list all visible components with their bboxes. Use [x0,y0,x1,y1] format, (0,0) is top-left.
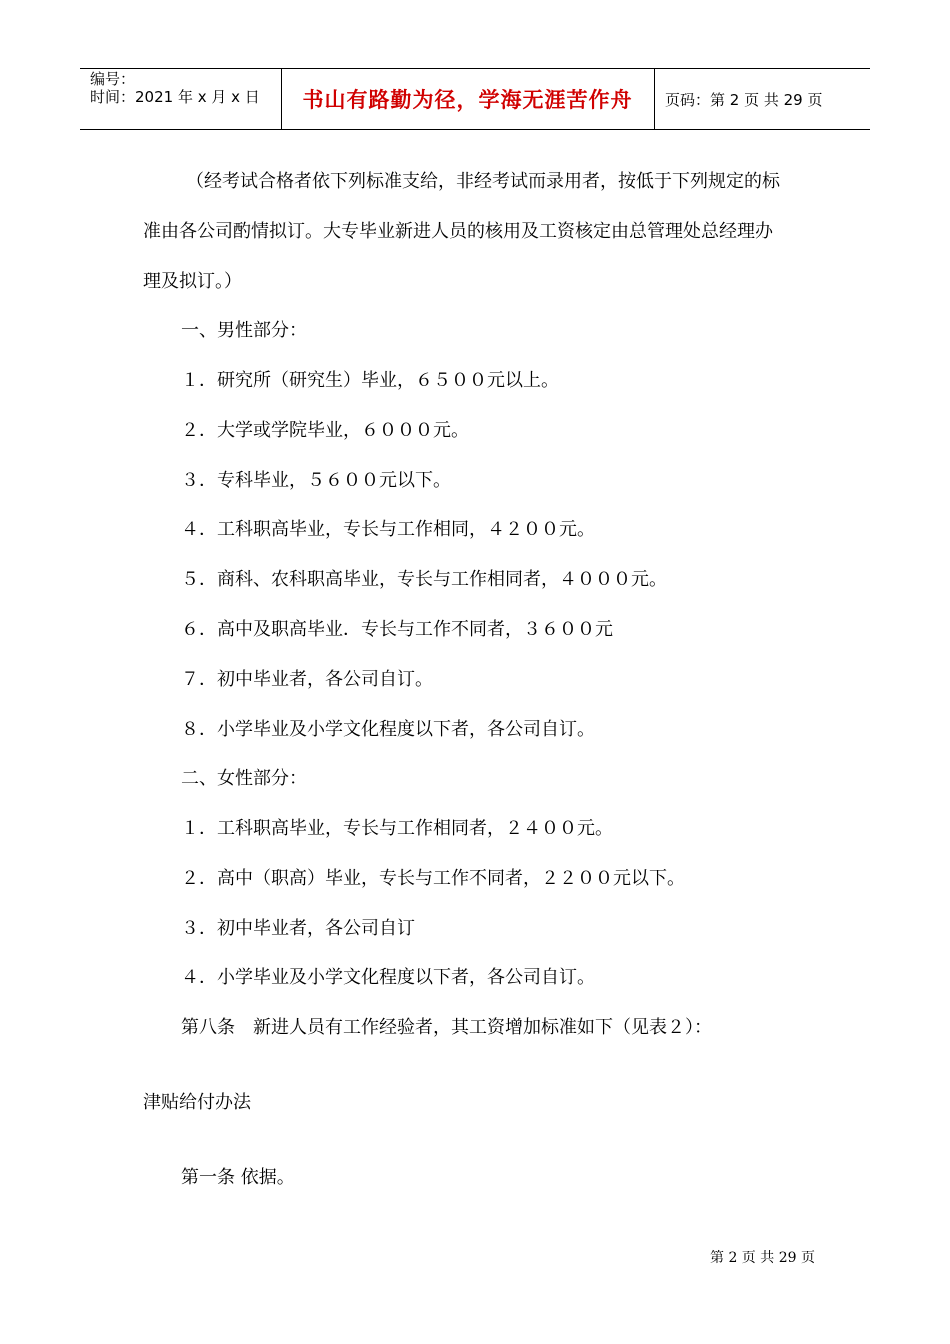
list-item: ６．高中及职高毕业．专长与工作不同者，３６００元 [181,619,613,640]
list-item: ３．专科毕业，５６００元以下。 [181,470,451,491]
list-item: ７．初中毕业者，各公司自订。 [181,669,433,690]
document-date-label: 时间：2021 年 x 月 x 日 [90,88,260,106]
page-footer-number: 第 2 页 共 29 页 [710,1250,815,1266]
section-heading: 一、男性部分： [181,320,307,341]
list-item: ２．大学或学院毕业，６０００元。 [181,420,469,441]
list-item: １．研究所（研究生）毕业，６５００元以上。 [181,370,559,391]
paragraph-line: 理及拟订。） [143,271,242,292]
list-item: １．工科职高毕业，专长与工作相同者，２４００元。 [181,818,613,839]
paragraph-line: 准由各公司酌情拟订。大专毕业新进人员的核用及工资核定由总管理处总经理办 [143,221,773,242]
paragraph-line: （经考试合格者依下列标准支给，非经考试而录用者，按低于下列规定的标 [186,171,780,192]
article-line: 第一条 依据。 [181,1167,295,1188]
document-number-label: 编号： [90,70,136,88]
list-item: ３．初中毕业者，各公司自订 [181,918,415,939]
header-page-number: 页码：第 2 页 共 29 页 [665,90,823,109]
list-item: ４．小学毕业及小学文化程度以下者，各公司自订。 [181,967,595,988]
article-line: 第八条 新进人员有工作经验者，其工资增加标准如下（见表２）： [181,1017,712,1038]
list-item: ４．工科职高毕业，专长与工作相同，４２００元。 [181,519,595,540]
list-item: ８．小学毕业及小学文化程度以下者，各公司自订。 [181,719,595,740]
page-header [80,68,870,130]
section-heading: 二、女性部分： [181,768,307,789]
header-divider-right [654,69,655,129]
header-motto: 书山有路勤为径，学海无涯苦作舟 [302,87,633,112]
section-title: 津贴给付办法 [143,1092,251,1113]
list-item: ５．商科、农科职高毕业，专长与工作相同者，４０００元。 [181,569,667,590]
list-item: ２．高中（职高）毕业，专长与工作不同者，２２００元以下。 [181,868,685,889]
header-meta [90,70,260,106]
